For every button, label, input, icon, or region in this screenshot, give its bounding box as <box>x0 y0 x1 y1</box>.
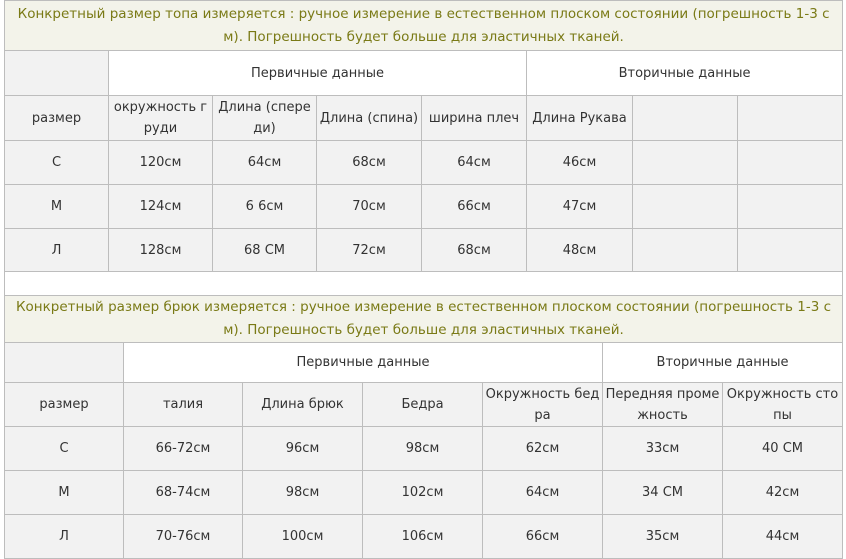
pants-secondary-header: Вторичные данные <box>603 343 843 383</box>
empty-cell <box>738 185 843 229</box>
value-cell: 64см <box>483 471 603 515</box>
value-cell: 70-76см <box>124 515 243 559</box>
size-cell: М <box>5 471 124 515</box>
value-cell: 35см <box>603 515 723 559</box>
value-cell: 42см <box>723 471 843 515</box>
value-cell: 6 6см <box>213 185 317 229</box>
value-cell: 72см <box>317 229 422 272</box>
top-header-back-length: Длина (спина) <box>317 96 422 141</box>
top-header-size: размер <box>5 96 109 141</box>
value-cell: 68см <box>422 229 527 272</box>
value-cell: 66см <box>422 185 527 229</box>
table-row <box>5 515 843 559</box>
value-cell: 62см <box>483 427 603 471</box>
pants-table-title: Конкретный размер брюк измеряется : ручное измерение в естественном плоском состоянии (погрешность 1-3 см). Погрешность будет больше для эластичных тканей. <box>5 296 843 343</box>
size-cell: С <box>5 427 124 471</box>
pants-size-table <box>4 295 843 559</box>
pants-header-thigh: Окружность бедра <box>483 383 603 427</box>
size-cell: М <box>5 185 109 229</box>
table-row <box>5 427 843 471</box>
top-corner-cell <box>5 51 109 96</box>
top-primary-header: Первичные данные <box>109 51 527 96</box>
top-header-sleeve: Длина Рукава <box>527 96 633 141</box>
top-size-table <box>4 0 843 297</box>
value-cell: 46см <box>527 141 633 185</box>
value-cell: 68см <box>317 141 422 185</box>
section-divider <box>5 272 843 297</box>
table-row <box>5 185 843 229</box>
empty-cell <box>738 229 843 272</box>
value-cell: 106см <box>363 515 483 559</box>
value-cell: 66-72см <box>124 427 243 471</box>
value-cell: 96см <box>243 427 363 471</box>
pants-header-length: Длина брюк <box>243 383 363 427</box>
top-secondary-header: Вторичные данные <box>527 51 843 96</box>
pants-header-hips: Бедра <box>363 383 483 427</box>
value-cell: 44см <box>723 515 843 559</box>
top-header-empty <box>738 96 843 141</box>
pants-primary-header: Первичные данные <box>124 343 603 383</box>
empty-cell <box>633 141 738 185</box>
value-cell: 64см <box>422 141 527 185</box>
pants-header-waist: талия <box>124 383 243 427</box>
size-cell: Л <box>5 515 124 559</box>
value-cell: 98см <box>363 427 483 471</box>
empty-cell <box>633 229 738 272</box>
value-cell: 124см <box>109 185 213 229</box>
value-cell: 100см <box>243 515 363 559</box>
value-cell: 68-74см <box>124 471 243 515</box>
value-cell: 70см <box>317 185 422 229</box>
value-cell: 47см <box>527 185 633 229</box>
top-header-front-length: Длина (спереди) <box>213 96 317 141</box>
empty-cell <box>633 185 738 229</box>
size-cell: С <box>5 141 109 185</box>
table-row <box>5 141 843 185</box>
pants-corner-cell <box>5 343 124 383</box>
value-cell: 64см <box>213 141 317 185</box>
table-row <box>5 229 843 272</box>
value-cell: 102см <box>363 471 483 515</box>
top-header-empty <box>633 96 738 141</box>
pants-header-leg-opening: Окружность стопы <box>723 383 843 427</box>
size-cell: Л <box>5 229 109 272</box>
value-cell: 33см <box>603 427 723 471</box>
value-cell: 120см <box>109 141 213 185</box>
value-cell: 98см <box>243 471 363 515</box>
value-cell: 34 СМ <box>603 471 723 515</box>
empty-cell <box>738 141 843 185</box>
value-cell: 48см <box>527 229 633 272</box>
pants-header-size: размер <box>5 383 124 427</box>
pants-header-front-rise: Передняя промежность <box>603 383 723 427</box>
value-cell: 128см <box>109 229 213 272</box>
top-table-title: Конкретный размер топа измеряется : ручное измерение в естественном плоском состоянии (погрешность 1-3 см). Погрешность будет больше для эластичных тканей. <box>5 1 843 51</box>
top-header-shoulder: ширина плеч <box>422 96 527 141</box>
value-cell: 68 СМ <box>213 229 317 272</box>
top-header-chest: окружность груди <box>109 96 213 141</box>
table-row <box>5 471 843 515</box>
value-cell: 66см <box>483 515 603 559</box>
value-cell: 40 СМ <box>723 427 843 471</box>
